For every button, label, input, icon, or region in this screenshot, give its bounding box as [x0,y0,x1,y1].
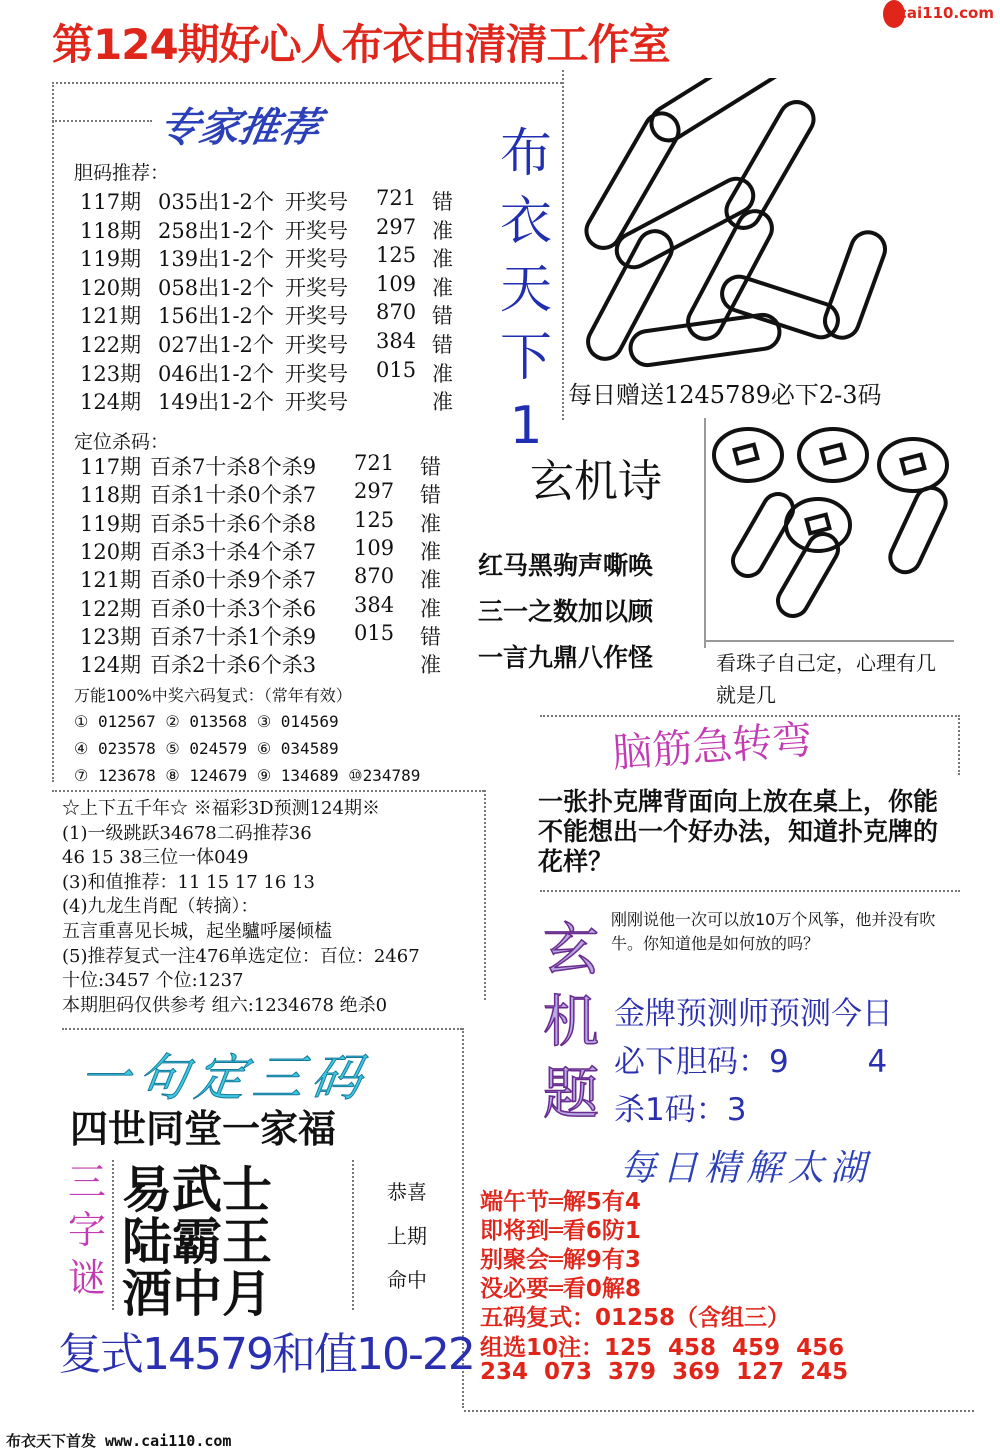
kill-pick: 百杀7十杀8个杀9 [150,455,317,479]
dan-row [80,358,480,386]
kill-period: 124期 [80,653,142,678]
kill-row [80,649,480,677]
kill-result: 错 [420,624,441,649]
kill-num: 721 [354,451,395,475]
kill-row [80,593,480,621]
vertical-char: 布 [499,124,552,184]
kill-pick: 百杀2十杀6个杀3 [150,653,317,678]
divider [52,82,562,84]
vertical-char: 衣 [499,192,552,252]
divider [52,120,152,122]
kill-period: 118期 [80,483,142,508]
riddle-line: 易武士 [122,1160,272,1219]
kill-num: 870 [354,564,395,589]
dan-pick: 139出1-2个 [158,247,274,272]
vertical-char: 1 [509,396,543,456]
kill-num: 297 [354,479,395,504]
dan-row [80,386,480,414]
riddle-line: 陆霸王 [122,1212,272,1271]
history-line: 46 15 38三位一体049 [62,847,249,869]
taihu-title: 每日精解太湖 [620,1148,873,1189]
dan-row [80,329,480,357]
dan-pick: 027出1-2个 [158,333,274,357]
history-line: 本期胆码仅供参考 组六:1234678 绝杀0 [62,994,388,1016]
poem-title: 玄机诗 [530,456,662,507]
combo-line: ④ 023578 ⑤ 024579 ⑥ 034589 [74,739,339,758]
dan-pick: 149出1-2个 [158,390,274,415]
kill-label: 定位杀码： [74,431,170,453]
kill-row [80,479,480,507]
history-line: 五言重喜见长城，起坐驢呼屡倾榼 [62,921,332,942]
brain-teaser-title: 脑筋急转弯 [610,717,814,777]
dan-period: 121期 [80,304,142,329]
wanneng-label: 万能100%中奖六码复式：（常年有效） [74,686,352,705]
congrats-note [372,1170,442,1302]
divider [562,70,564,420]
kill-period: 119期 [80,511,142,536]
kill-num: 125 [354,507,395,532]
divider [52,790,484,792]
kill-period: 122期 [80,596,142,621]
divider [352,1160,354,1310]
dan-row [80,300,480,328]
dan-period: 123期 [80,361,142,386]
dan-label: 开奖号 [285,247,348,272]
beads-illustration [708,420,956,640]
vertical-char: 下 [499,328,552,388]
taihu-line: 端午节═解5有4 [480,1189,641,1215]
divider [958,715,960,775]
dan-row [80,272,480,300]
bead-note: 看珠子自己定，心理有几就是几 [716,651,936,707]
mystery-question-title [538,915,604,1131]
kill-row [80,536,480,564]
dan-pick: 258出1-2个 [158,218,274,243]
dan-label: 开奖号 [285,390,348,415]
kill-num: 384 [354,592,395,617]
dan-label: 开奖号 [285,218,348,243]
dan-label: 开奖号 [285,190,348,214]
kill-row [80,564,480,592]
dan-label: 开奖号 [285,275,348,300]
congrats-line: 命中 [387,1268,427,1292]
dan-label: 开奖号 [285,361,348,386]
dan-label: 开奖号 [285,333,348,357]
congrats-line: 恭喜 [387,1180,427,1204]
kill-row [80,508,480,536]
taihu-line: 即将到═看6防1 [480,1218,641,1244]
footer-credit: 布衣天下首发 www.cai110.com [6,1432,232,1450]
kill-period: 120期 [80,539,142,564]
vertical-title [494,120,558,460]
dan-row [80,243,480,271]
dan-period: 118期 [80,218,142,243]
taihu-line: 没必要═看0解8 [480,1276,641,1302]
kite-question: 刚刚说他一次可以放10万个风筝，他并没有吹牛。你知道他是如何放的吗？ [611,910,936,953]
dan-result: 准 [432,247,453,272]
divider [464,1410,974,1412]
dan-label: 胆码推荐： [74,162,170,184]
kill-result: 准 [420,596,441,621]
history-line: 十位:3457 个位:1237 [62,970,244,992]
riddle-line: 酒中月 [122,1264,272,1323]
dan-num: 297 [376,214,417,239]
congrats-line: 上期 [387,1224,427,1248]
kill-pick: 百杀3十杀4个杀7 [150,539,317,564]
three-char-riddle-label [62,1158,112,1302]
gold-forecast-line: 必下胆码：9 4 [614,1044,888,1080]
dan-period: 120期 [80,275,142,300]
dan-label: 开奖号 [285,304,348,329]
divider [704,640,954,642]
kill-pick: 百杀5十杀6个杀8 [150,511,317,536]
kill-result: 错 [420,483,441,508]
combo-line: ⑦ 123678 ⑧ 124679 ⑨ 134689 ⑩234789 [74,766,421,785]
poem-line: 一言九鼎八作怪 [478,643,654,672]
dan-pick: 058出1-2个 [158,275,274,300]
dan-num: 870 [376,300,417,325]
history-line: ☆上下五千年☆ ※福彩3D预测124期※ [62,798,380,819]
sishi-text: 四世同堂一家福 [70,1107,337,1151]
dan-period: 119期 [80,247,142,272]
history-line: (3)和值推荐：11 15 17 16 13 [62,871,315,893]
vertical-char: 三 [67,1160,106,1204]
kill-row [80,621,480,649]
history-line: (4)九龙生肖配（转摘）： [62,896,259,918]
daily-send-text: 每日赠送1245789必下2-3码 [568,381,882,409]
divider [52,82,54,782]
dan-result: 错 [432,304,453,329]
gold-forecast-line: 金牌预测师预测今日 [614,996,893,1032]
dan-num: 721 [376,186,417,210]
kill-pick: 百杀7十杀1个杀9 [150,624,317,649]
history-line: (1)一级跳跃34678二码推荐36 [62,822,312,844]
divider [704,418,706,648]
kill-pick: 百杀0十杀9个杀7 [150,568,317,593]
divider [62,1028,462,1030]
dan-num: 125 [376,243,417,268]
kill-result: 错 [420,455,441,479]
dan-period: 117期 [80,190,142,214]
divider [540,890,960,892]
kill-result: 准 [420,511,441,536]
poem-line: 三一之数加以顾 [478,597,654,626]
dan-row [80,215,480,243]
kill-row [80,451,480,479]
kill-num: 015 [354,620,395,645]
vertical-char: 机 [543,990,599,1055]
dan-period: 122期 [80,333,142,357]
dan-result: 准 [432,361,453,386]
kill-pick: 百杀1十杀0个杀7 [150,483,317,508]
yiju-title: 一句定三码 [75,1049,374,1107]
divider [484,790,486,1000]
kill-period: 123期 [80,624,142,649]
dan-num: 109 [376,271,417,296]
kill-pick: 百杀0十杀3个杀6 [150,596,317,621]
brain-teaser-text: 一张扑克牌背面向上放在桌上，你能不能想出一个好办法，知道扑克牌的花样？ [538,787,939,876]
dan-result: 错 [432,190,453,214]
vertical-char: 天 [499,260,552,320]
dan-result: 准 [432,390,453,415]
dan-num: 384 [376,329,417,353]
dan-period: 124期 [80,390,142,415]
segment-digit-illustration [570,78,950,378]
kill-period: 121期 [80,568,142,593]
dan-row [80,186,480,214]
kill-period: 117期 [80,455,142,479]
dan-pick: 046出1-2个 [158,361,274,386]
combo-line: ① 012567 ② 013568 ③ 014569 [74,712,339,731]
dan-result: 准 [432,218,453,243]
history-line: (5)推荐复式一注476单选定位：百位：2467 [62,945,420,967]
vertical-char: 题 [543,1062,599,1127]
kill-result: 准 [420,653,441,678]
poem-line: 红马黑驹声嘶唤 [478,551,654,580]
kill-result: 准 [420,568,441,593]
vertical-char: 谜 [67,1256,106,1300]
dan-pick: 156出1-2个 [158,304,274,329]
vertical-char: 字 [67,1208,106,1252]
taihu-line: 五码复式：01258（含组三） [480,1305,791,1331]
expert-title: 专家推荐 [155,105,324,151]
dan-pick: 035出1-2个 [158,190,274,214]
gold-forecast-line: 杀1码：3 [614,1092,747,1128]
vertical-char: 玄 [543,918,599,983]
dan-result: 错 [432,333,453,357]
page-title: 第124期好心人布衣由清清工作室 [52,20,670,69]
kill-result: 准 [420,539,441,564]
taihu-line: 组选10注：125 458 459 456 [480,1335,845,1361]
site-url[interactable]: cai110.com [898,4,994,22]
divider [112,1160,114,1310]
kill-num: 109 [354,535,395,560]
fushi-text: 复式14579和值10-22 [58,1329,474,1380]
dan-num: 015 [376,357,417,382]
taihu-line: 234 073 379 369 127 245 [480,1359,849,1385]
taihu-line: 别聚会═解9有3 [480,1247,641,1273]
dan-result: 准 [432,275,453,300]
